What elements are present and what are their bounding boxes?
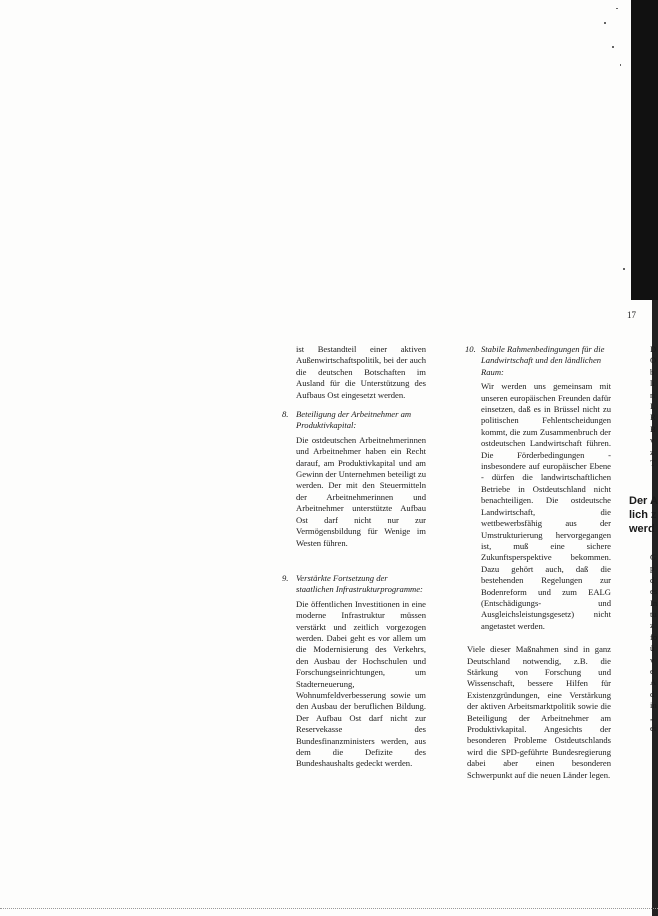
cut-letter: p: [650, 563, 655, 574]
cut-letter: tu: [650, 609, 657, 619]
cut-letter: L: [650, 401, 656, 411]
scan-speck: [616, 8, 618, 9]
cut-letter: fo: [650, 631, 658, 642]
item-heading: Stabile Rahmenbedingungen für die Landwirtschaft und den ländlichen Raum:: [481, 344, 605, 377]
right-column: [465, 344, 611, 781]
cut-letter: v: [650, 435, 655, 446]
item-body: Die öffentlichen Investitionen in eine moderne Infrastruktur müssen verstärkt und zeitlich vorgezogen werden. Dabei geht es vor allem um die Modernisierung des Verkehrs, den Ausbau der Hochschulen und Forschungseinrichtungen, um Stadterneuerung, Wohnumfeldverbesserung sowie um den Ausbau der beruflichen Bildung. Der Aufbau Ost darf nicht zur Reservekasse des Bundesfinanzministers werden, aus dem die Defizite des Bundeshaushalts gedeckt werden.: [296, 598, 426, 769]
cut-letter: d: [650, 574, 655, 585]
cut-letter: ri: [650, 389, 656, 400]
list-item-9: [282, 572, 426, 770]
cut-letter: z: [650, 446, 654, 457]
cut-letter: d: [650, 688, 655, 699]
item-body: Die ostdeutschen Arbeitnehmerinnen und Arbeitnehmer haben ein Recht darauf, am Produktivkapital und am Gewinn der Unternehmen beteiligt zu werden. Der mit den Steuermitteln der Arbeitnehmerinnen und Arbeitnehmer unterstützte Aufbau Ost darf nicht nur zur Vermögensbildung für Wenige im Westen führen.: [296, 434, 426, 548]
scan-speck: [620, 64, 621, 66]
item-heading: Beteiligung der Arbeitnehmer am Produktivkapital:: [296, 409, 412, 431]
cut-letter: li: [650, 378, 655, 389]
cut-letter: ü: [650, 643, 655, 654]
scan-shadow-top-right: [631, 0, 658, 300]
item-number: 9.: [282, 572, 289, 583]
intro-paragraph: ist Bestandteil einer aktiven Außenwirtschaftspolitik, bei der auch die deutschen Botschaften im Ausland für die Unterstützung des Aufbaus Ost eingesetzt werden.: [296, 344, 426, 400]
item-heading: Verstärkte Fortsetzung der staatlichen Infrastrukturprogramme:: [296, 572, 423, 595]
cut-letter: T: [650, 458, 656, 468]
cut-letter: G: [650, 552, 657, 562]
item-number: 10.: [465, 344, 476, 354]
cut-letter: R: [650, 412, 656, 423]
scan-speck: [623, 268, 625, 270]
cut-letter: O: [650, 355, 657, 366]
scan-bottom-line: [0, 908, 658, 909]
cut-letter: e: [650, 666, 654, 676]
cut-letter: z: [650, 620, 654, 631]
cut-letter: D: [650, 344, 657, 354]
list-item-10: [465, 344, 611, 632]
cut-heading-line: lich z: [629, 509, 657, 521]
scan-speck: [604, 22, 606, 24]
cut-letter: in: [650, 700, 657, 711]
closing-paragraph: Viele dieser Maßnahmen sind in ganz Deutschland notwendig, z.B. die Stärkung von Forschung und Wissenschaft, bessere Hilfen für Existenzgründungen, eine Verstärkung der aktiven Arbeitsmarktpolitik sowie die Beteiligung der Arbeitnehmer am Produktivkapital. Angesichts der besonderen Probleme Ostdeutschlands wird die SPD-geführte Bundesregierung dabei aber einen besonderen Schwerpunkt auf die neuen Länder legen.: [467, 644, 611, 780]
cut-heading-line: werd: [629, 523, 655, 535]
scan-speck: [612, 46, 614, 48]
cut-letter: In: [650, 597, 658, 608]
item-number: 8.: [282, 409, 289, 420]
cut-letter: b: [650, 366, 655, 377]
item-body: Wir werden uns gemeinsam mit unseren europäischen Freunden dafür einsetzen, daß es in Brüssel nicht zu politischen Fehlentscheidungen kommt, die zum Zusammenbruch der ostdeutschen Landwirtschaft führen. Die Förderbedingungen - insbesondere auf europäischer Ebene - dürfen die landwirtschaftlichen Betriebe in Ostdeutschland nicht benachteiligen. Die ostdeutsche Landwirtschaft, die wettbewerbsfähig aus der Umstrukturierung hervorgegangen ist, muß eine sichere Zukunftsperspektive bekommen. Dazu gehört auch, daß die bestehenden Regelungen zur Bodenreform und zum EALG (Entschädigungs- und Ausgleichsleistungsgesetz) nicht angetastet werden.: [481, 381, 611, 631]
cut-letter: B: [650, 423, 656, 434]
cut-letter: A: [650, 677, 657, 688]
page-number: 17: [627, 310, 636, 320]
list-item-8: [282, 409, 426, 549]
cut-heading-line: Der A: [629, 495, 658, 507]
cut-letter: ei: [650, 723, 657, 733]
cut-letter: „: [650, 711, 654, 722]
cut-letter: v: [650, 654, 655, 665]
cut-letter: es: [650, 586, 658, 597]
left-column: [282, 344, 426, 770]
